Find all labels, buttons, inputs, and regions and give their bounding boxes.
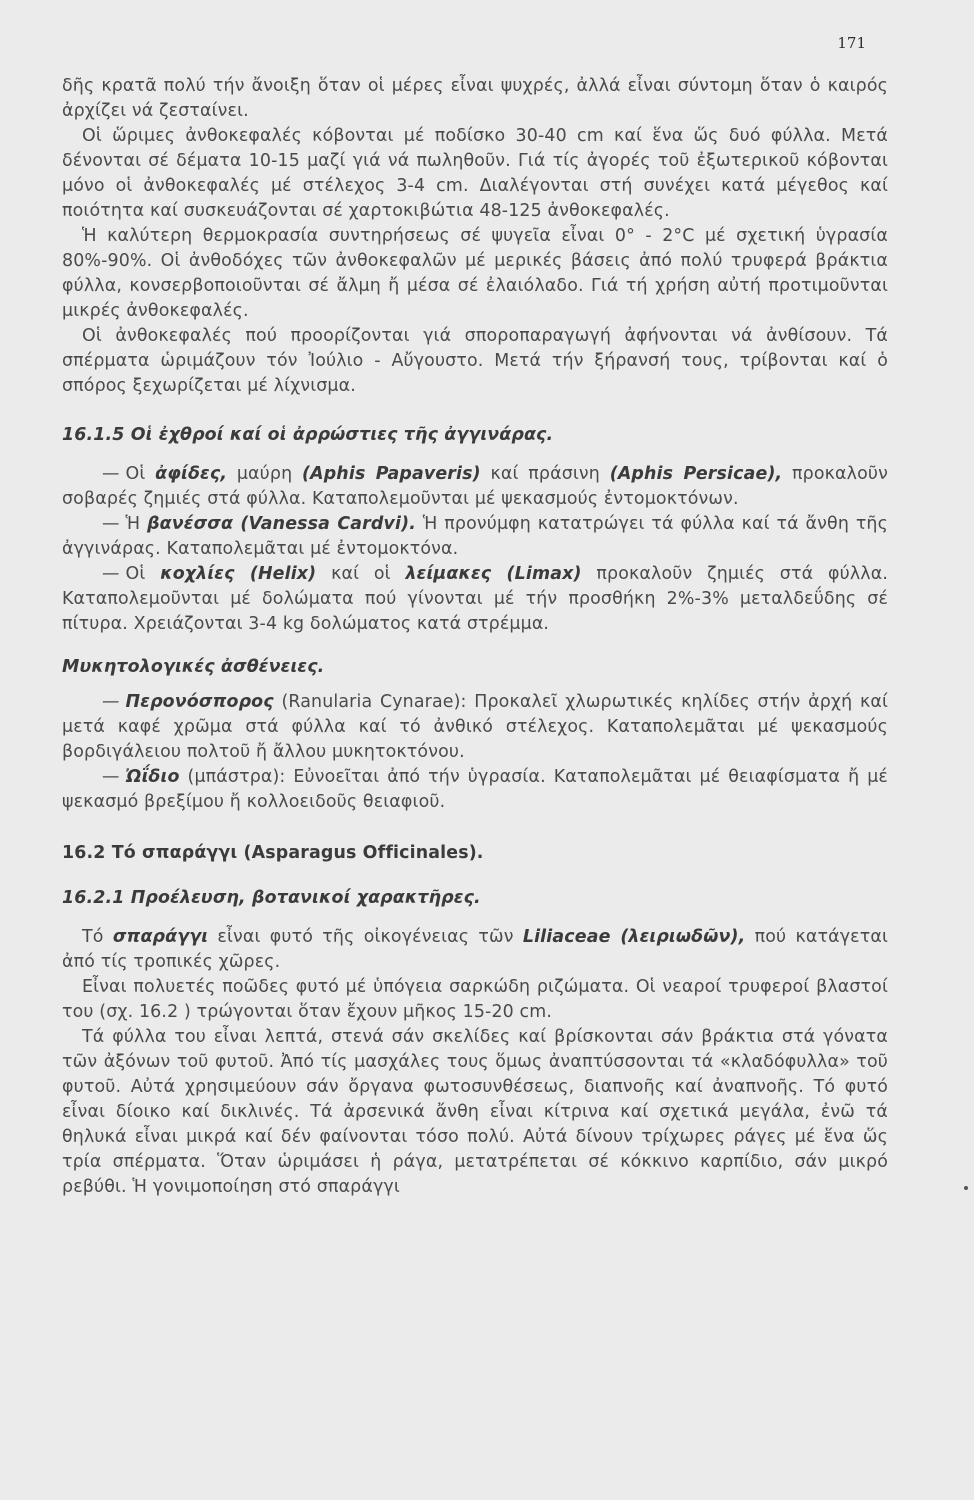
asparagus-origin-rest: πού κατάγεται ἀπό τίς τροπικές χῶρες. [62,927,888,972]
page-body [62,74,888,1200]
disease-term-peronosporos: Περονόσπορος [125,692,274,712]
disease-item-powdery-mildew-rest: (μπάστρα): Εὐνοεῖται ἀπό τήν ὑγρασία. Καταπολεμᾶται μέ θειαφίσματα ἤ μέ ψεκασμό βρεξίμου ἤ κολλοειδοῦς θειαφιοῦ. [62,767,888,812]
list-dash: — [102,514,120,534]
fungal-diseases-heading: Μυκητολογικές ἀσθένειες. [62,657,325,677]
pest-item-snails-rest: προκαλοῦν ζημιές στά φύλλα. Καταπολεμοῦνται μέ δολώματα πού γίνονται μέ τήν προσθήκη 2%-3% μεταλδεΰδης σέ πίτυρα. Χρειάζονται 3-4 kg δολώματος κατά στρέμμα. [62,564,888,634]
paragraph-continued: δῆς κρατᾶ πολύ τήν ἄνοιξη ὅταν οἱ μέρες εἶναι ψυχρές, ἀλλά εἶναι σύντομη ὅταν ὁ καιρός ἀρχίζει νά ζεσταίνει. [62,76,888,121]
pest-item-aphids-mid2: καί πράσινη [490,464,600,484]
pest-term-aphis-persicae: (Aphis Persicae), [609,464,783,484]
page-number: 171 [837,34,866,52]
disease-item-powdery-mildew [62,765,888,815]
term-liliaceae: Liliaceae (λειριωδῶν), [522,927,746,947]
disease-item-downy-mildew [62,690,888,765]
pest-term-helix: κοχλίες (Helix) [160,564,317,584]
pest-item-vanessa [62,512,888,562]
list-dash: — [102,564,120,584]
pest-item-aphids-rest: προκαλοῦν σοβαρές ζημιές στά φύλλα. Καταπολεμοῦνται μέ ψεκασμούς ἐντομοκτόνων. [62,464,888,509]
disease-term-oidio: Ὠΐδιο [125,767,180,787]
disease-item-downy-mildew-rest: (Ranularia Cynarae): Προκαλεῖ χλωρωτικές κηλίδες στήν ἀρχή καί μετά καφέ χρῶμα στά φύλλα καί τό ἀνθικό στέλεχος. Καταπολεμᾶται μέ ψεκασμούς βορδιγάλειου πολτοῦ ἤ ἄλλου μυκητοκτόνου. [62,692,888,762]
section-heading-16-1-5: 16.1.5 Οἱ ἐχθροί καί οἱ ἀρρώστιες τῆς ἀγγινάρας. [62,425,554,445]
paragraph-harvest: Οἱ ὥριμες ἀνθοκεφαλές κόβονται μέ ποδίσκο 30-40 cm καί ἕνα ὥς δυό φύλλα. Μετά δένονται σέ δέματα 10-15 μαζί γιά νά πωληθοῦν. Γιά τίς ἀγορές τοῦ ἐξωτερικοῦ κόβονται μόνο οἱ ἀνθοκεφαλές μέ στέλεχος 3-4 cm. Διαλέγονται στή συνέχει κατά μέγεθος καί ποιότητα καί συσκευάζονται σέ χαρτοκιβώτια 48-125 ἀνθοκεφαλές. [62,126,888,221]
term-asparagus: σπαράγγι [112,927,209,947]
pest-term-limax: λείμακες (Limax) [405,564,582,584]
asparagus-origin-mid: εἶναι φυτό τῆς οἰκογένειας τῶν [217,927,514,947]
pest-term-aphis-papaveris: (Aphis Papaveris) [302,464,481,484]
list-dash: — [102,767,120,787]
paragraph-storage: Ἡ καλύτερη θερμοκρασία συντηρήσεως σέ ψυγεῖα εἶναι 0° - 2°C μέ σχετική ὑγρασία 80%-90%. Οἱ ἀνθοδόχες τῶν ἀνθοκεφαλῶν μέ μερικές βάσεις ἀπό πολύ τρυφερά βράκτια φύλλα, κονσερβοποιοῦνται σέ ἄλμη ἤ μέσα σέ ἐλαιόλαδο. Γιά τή χρήση αὐτή προτιμοῦνται μικρές ἀνθοκεφαλές. [62,226,888,321]
section-heading-16-2: 16.2 Τό σπαράγγι (Asparagus Officinales). [62,843,484,863]
pest-item-aphids [62,462,888,512]
section-heading-16-2-1: 16.2.1 Προέλευση, βοτανικοί χαρακτῆρες. [62,888,481,908]
list-dash: — [102,464,120,484]
pest-item-vanessa-rest: Ἡ προνύμφη κατατρώγει τά φύλλα καί τά ἄνθη τῆς ἀγγινάρας. Καταπολεμᾶται μέ ἐντομοκτόνα. [62,514,888,559]
paragraph-asparagus-origin [62,925,888,975]
pest-term-aphids: ἀφίδες, [155,464,228,484]
pest-item-snails-pre: Οἱ [125,564,146,584]
paragraph-asparagus-perennial: Εἶναι πολυετές ποῶδες φυτό μέ ὑπόγεια σαρκώδη ριζώματα. Οἱ νεαροί τρυφεροί βλαστοί του (σχ. 16.2 ) τρώγονται ὅταν ἔχουν μῆκος 15-20 cm. [62,977,888,1022]
pest-item-aphids-pre: Οἱ [125,464,146,484]
list-dash: — [102,692,120,712]
asparagus-origin-pre: Τό [82,927,104,947]
paragraph-asparagus-leaves: Τά φύλλα του εἶναι λεπτά, στενά σάν σκελίδες καί βρίσκονται σάν βράκτια στά γόνατα τῶν ἀξόνων τοῦ φυτοῦ. Ἀπό τίς μασχάλες τους ὅμως ἀναπτύσσονται τά «κλαδόφυλλα» τοῦ φυτοῦ. Αὐτά χρησιμεύουν σάν ὄργανα φωτοσυνθέσεως, διαπνοῆς καί ἀναπνοῆς. Τό φυτό εἶναι δίοικο καί δικλινές. Τά ἀρσενικά ἄνθη εἶναι κίτρινα καί σχετικά μεγάλα, ἐνῶ τά θηλυκά εἶναι μικρά καί δέν φαίνονται τόσο πολύ. Αὐτά δίνουν τρίχωρες ράγες μέ ἕνα ὥς τρία σπέρματα. Ὅταν ὡριμάσει ἡ ράγα, μετατρέπεται σέ κόκκινο καρπίδιο, σάν μικρό ρεβύθι. Ἡ γονιμοποίηση στό σπαράγγι [62,1027,888,1197]
pest-item-snails-mid1: καί οἱ [331,564,391,584]
pest-item-vanessa-pre: Ἡ [125,514,141,534]
pest-item-aphids-mid1: μαύρη [236,464,293,484]
scan-speck [964,1186,968,1190]
paragraph-seed-production: Οἱ ἀνθοκεφαλές πού προορίζονται γιά σποροπαραγωγή ἀφήνονται νά ἀνθίσουν. Τά σπέρματα ὡριμάζουν τόν Ἰούλιο - Αὔγουστο. Μετά τήν ξήρανσή τους, τρίβονται καί ὁ σπόρος ξεχωρίζεται μέ λίχνισμα. [62,326,888,396]
pest-item-snails [62,562,888,637]
pest-term-vanessa: βανέσσα (Vanessa Cardvi). [147,514,416,534]
